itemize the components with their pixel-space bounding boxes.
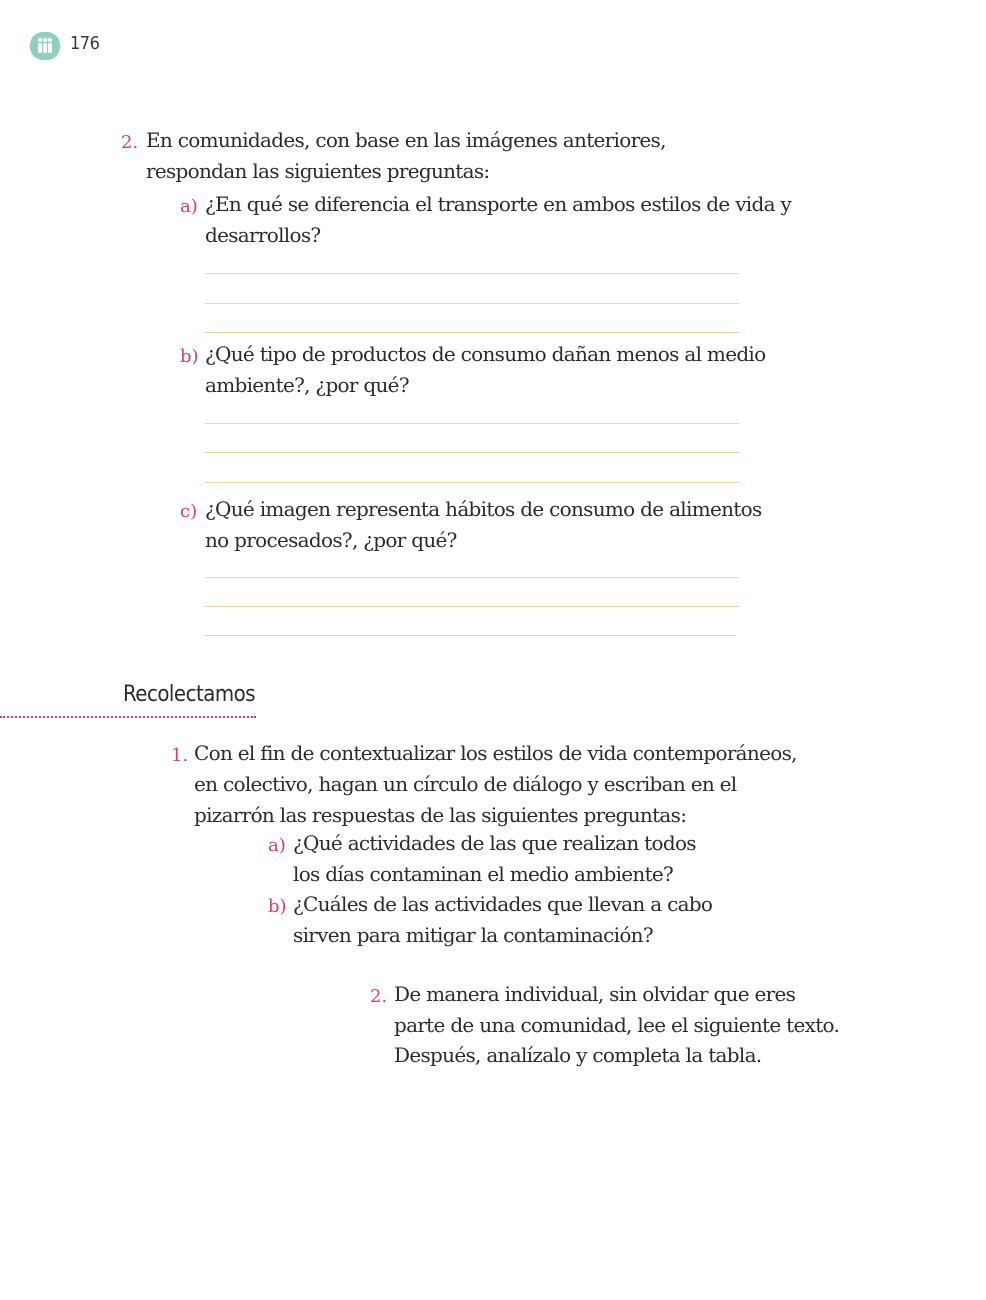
subquestion-text-line: ¿Qué imagen representa hábitos de consumo de alimentos	[205, 497, 762, 521]
answer-line[interactable]	[205, 606, 739, 607]
subquestion-letter: c)	[180, 501, 198, 522]
subquestion-text-line: no procesados?, ¿por qué?	[205, 528, 457, 552]
question-text-line: Después, analízalo y completa la tabla.	[394, 1043, 762, 1067]
subquestion-letter: a)	[268, 835, 286, 856]
people-icon	[35, 36, 55, 56]
subquestion-letter: b)	[268, 896, 287, 917]
question-text-line: respondan las siguientes preguntas:	[146, 159, 490, 183]
subquestion-text-line: sirven para mitigar la contaminación?	[293, 923, 653, 947]
question-text-line: parte de una comunidad, lee el siguiente texto.	[394, 1013, 840, 1037]
answer-line[interactable]	[205, 273, 739, 274]
question-number: 1.	[171, 745, 189, 766]
subquestion-letter: b)	[180, 346, 199, 367]
subquestion-letter: a)	[180, 196, 198, 217]
answer-line[interactable]	[205, 452, 739, 453]
subquestion-text-line: los días contaminan el medio ambiente?	[293, 862, 674, 886]
question-text-line: En comunidades, con base en las imágenes anteriores,	[146, 128, 666, 152]
section-divider	[0, 716, 256, 718]
question-text-line: De manera individual, sin olvidar que eres	[394, 982, 796, 1006]
subquestion-text-line: ¿Qué tipo de productos de consumo dañan menos al medio	[205, 342, 766, 366]
answer-line[interactable]	[205, 332, 739, 333]
subquestion-text-line: ¿En qué se diferencia el transporte en ambos estilos de vida y	[205, 192, 792, 216]
question-number: 2.	[370, 986, 388, 1007]
question-text-line: pizarrón las respuestas de las siguientes preguntas:	[194, 803, 687, 827]
subquestion-text-line: ¿Cuáles de las actividades que llevan a cabo	[293, 892, 713, 916]
answer-line[interactable]	[205, 303, 739, 304]
answer-line[interactable]	[205, 423, 739, 424]
page-number: 176	[70, 33, 100, 54]
question-text-line: Con el fin de contextualizar los estilos de vida contemporáneos,	[194, 741, 797, 765]
question-number: 2.	[121, 132, 139, 153]
question-text-line: en colectivo, hagan un círculo de diálogo y escriban en el	[194, 772, 737, 796]
subquestion-text-line: desarrollos?	[205, 223, 321, 247]
subquestion-text-line: ambiente?, ¿por qué?	[205, 373, 409, 397]
answer-line[interactable]	[205, 635, 736, 636]
answer-line[interactable]	[205, 482, 739, 483]
section-title: Recolectamos	[123, 682, 256, 707]
header-badge	[30, 32, 60, 60]
subquestion-text-line: ¿Qué actividades de las que realizan todos	[293, 831, 696, 855]
answer-line[interactable]	[205, 577, 739, 578]
